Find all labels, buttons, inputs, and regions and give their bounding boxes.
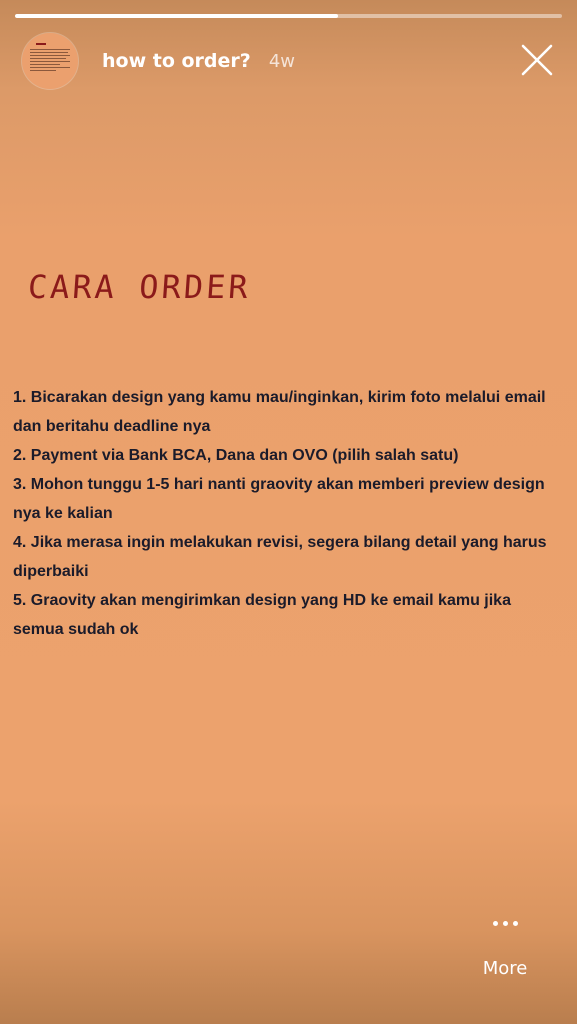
close-button[interactable]: [519, 42, 555, 78]
story-progress-fill: [15, 14, 338, 18]
list-item: 4. Jika merasa ingin melakukan revisi, segera bilang detail yang harus diperbaiki: [13, 534, 547, 580]
close-icon: [519, 42, 555, 78]
more-button[interactable]: [465, 912, 545, 992]
list-item: 5. Graovity akan mengirimkan design yang HD ke email kamu jika semua sudah ok: [13, 592, 511, 638]
story-title[interactable]: how to order?: [102, 50, 251, 72]
more-dots-icon: [493, 921, 518, 926]
story-header: [22, 32, 559, 90]
list-item: 3. Mohon tunggu 1-5 hari nanti graovity akan memberi preview design nya ke kalian: [13, 476, 545, 522]
list-item: 1. Bicarakan design yang kamu mau/inginkan, kirim foto melalui email dan beritahu deadline nya: [13, 389, 546, 435]
story-progress-bar: [15, 14, 562, 18]
highlight-thumbnail-icon[interactable]: [22, 33, 78, 89]
story-age: 4w: [268, 50, 295, 72]
more-label: More: [482, 958, 528, 979]
order-steps-list: [13, 383, 565, 644]
story-heading: CARA ORDER: [26, 268, 252, 306]
list-item: 2. Payment via Bank BCA, Dana dan OVO (pilih salah satu): [13, 447, 459, 464]
